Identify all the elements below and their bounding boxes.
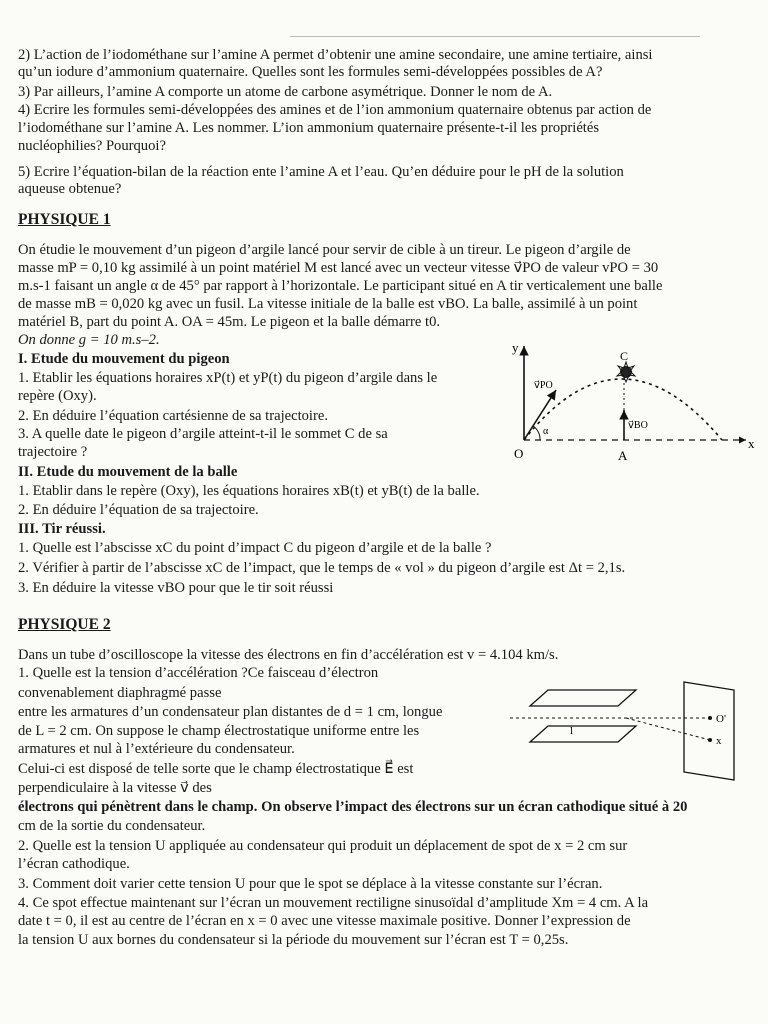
part-1-line-3: 2. En déduire l’équation cartésienne de sa trajectoire.: [18, 408, 328, 424]
label-O-prime: O': [716, 713, 726, 725]
phys2-line-1: Dans un tube d’oscilloscope la vitesse des électrons en fin d’accélération est v = 4.104 km/s.: [18, 647, 559, 663]
trajectory-curve: [524, 379, 722, 440]
phys1-given: On donne g = 10 m.s–2.: [18, 332, 160, 348]
phys1-intro-5: matériel B, part du point A. OA = 45m. Le pigeon et la balle démarre t0.: [18, 314, 441, 330]
label-x-screen: x: [716, 735, 722, 747]
part-3-title: III. Tir réussi.: [18, 521, 106, 537]
part-3-line-1: 1. Quelle est l’abscisse xC du point d’impact C du pigeon d’argile et de la balle ?: [18, 540, 492, 556]
chem-line-2: qu’un iodure d’ammonium quaternaire. Quelles sont les formules semi-développées possibles de A?: [18, 64, 603, 80]
physique-1-heading: PHYSIQUE 1: [18, 211, 111, 228]
trajectory-figure: [500, 330, 762, 470]
phys2-line-3: convenablement diaphragmé passe: [18, 685, 222, 701]
lower-plate: [530, 726, 636, 742]
part-2-line-1: 1. Etablir dans le repère (Oxy), les équations horaires xB(t) et yB(t) de la balle.: [18, 483, 480, 499]
phys2-line-15: date t = 0, il est au centre de l’écran en x = 0 avec une vitesse maximale positive. Donner l’expression de: [18, 913, 631, 929]
phys2-line-5: de L = 2 cm. On suppose le champ électrostatique uniforme entre les: [18, 723, 420, 739]
phys2-line-6: armatures et nul à l’extérieure du condensateur.: [18, 741, 295, 757]
phys1-intro-2: masse mP = 0,10 kg assimilé à un point matériel M est lancé avec un vecteur vitesse v⃗PO de valeur vPO = 30: [18, 260, 659, 276]
label-A: A: [618, 448, 628, 463]
chem-line-8: aqueuse obtenue?: [18, 181, 122, 197]
chem-line-1: 2) L’action de l’iodométhane sur l’amine A permet d’obtenir une amine secondaire, une amine tertiaire, ainsi: [18, 47, 653, 63]
chem-line-3: 3) Par ailleurs, l’amine A comporte un atome de carbone asymétrique. Donner le nom de A.: [18, 84, 553, 100]
phys2-line-12: l’écran cathodique.: [18, 856, 130, 872]
part-1-line-2: repère (Oxy).: [18, 388, 97, 404]
phys1-intro-1: On étudie le mouvement d’un pigeon d’argile lancé pour servir de cible à un tireur. Le pigeon d’argile de: [18, 242, 631, 258]
impact-point: [620, 366, 632, 378]
label-alpha: α: [543, 426, 549, 437]
phys2-line-8: perpendiculaire à la vitesse v⃗ des: [18, 780, 212, 796]
part-1-line-1: 1. Etablir les équations horaires xP(t) et yP(t) du pigeon d’argile dans le: [18, 370, 438, 386]
part-1-line-5: trajectoire ?: [18, 444, 88, 460]
vpo-vector: [524, 390, 556, 440]
label-x: x: [748, 436, 755, 451]
phys2-line-16: la tension U aux bornes du condensateur si la période du mouvement sur l’écran est T = 0,25s.: [18, 932, 569, 948]
upper-plate: [530, 690, 636, 706]
part-2-line-2: 2. En déduire l’équation de sa trajectoire.: [18, 502, 259, 518]
chem-line-7: 5) Ecrire l’équation-bilan de la réaction ente l’amine A et l’eau. Qu’en déduire pour le pH de la solution: [18, 164, 624, 180]
spot-center: [708, 716, 712, 720]
spot-deflected: [708, 738, 712, 742]
label-y: y: [512, 340, 519, 355]
part-3-line-3: 3. En déduire la vitesse vBO pour que le tir soit réussi: [18, 580, 334, 596]
deflected-beam: [626, 718, 710, 740]
phys2-line-11: 2. Quelle est la tension U appliquée au condensateur qui produit un déplacement de spot de x = 2 cm sur: [18, 838, 628, 854]
label-vpo: v⃗PO: [534, 380, 553, 391]
part-1-title: I. Etude du mouvement du pigeon: [18, 351, 230, 367]
phys1-intro-4: de masse mB = 0,020 kg avec un fusil. La vitesse initiale de la balle est vBO. La balle, assimilé à un point: [18, 296, 638, 312]
phys2-line-10: cm de la sortie du condensateur.: [18, 818, 206, 834]
phys2-line-9: électrons qui pénètrent dans le champ. On observe l’impact des électrons sur un écran cathodique situé à 20: [18, 799, 688, 815]
part-2-title: II. Etude du mouvement de la balle: [18, 464, 238, 480]
label-C: C: [620, 349, 629, 363]
chem-line-5: l’iodométhane sur l’amine A. Les nommer. L’ion ammonium quaternaire présente-t-il les propriétés: [18, 120, 600, 136]
label-O: O: [514, 446, 524, 461]
label-vbo: v⃗BO: [628, 420, 648, 431]
phys2-line-7: Celui-ci est disposé de telle sorte que le champ électrostatique E⃗ est: [18, 761, 414, 777]
chem-line-6: nucléophilies? Pourquoi?: [18, 138, 166, 154]
phys2-line-2: 1. Quelle est la tension d’accélération ?Ce faisceau d’électron: [18, 665, 379, 681]
phys2-line-4: entre les armatures d’un condensateur plan distantes de d = 1 cm, longue: [18, 704, 443, 720]
part-1-line-4: 3. A quelle date le pigeon d’argile atteint-t-il le sommet C de sa: [18, 426, 388, 442]
physique-2-heading: PHYSIQUE 2: [18, 616, 111, 633]
part-3-line-2: 2. Vérifier à partir de l’abscisse xC de l’impact, que le temps de « vol » du pigeon d’argile est Δt = 2,1s.: [18, 560, 626, 576]
phys1-intro-3: m.s-1 faisant un angle α de 45° par rapport à l’horizontale. Le participant situé en A tir verticalement une balle: [18, 278, 663, 294]
top-rule: [290, 36, 700, 37]
screen: [684, 682, 734, 780]
label-l: l: [570, 725, 574, 737]
oscilloscope-figure: [508, 676, 748, 786]
phys2-line-13: 3. Comment doit varier cette tension U pour que le spot se déplace à la vitesse constante sur l’écran.: [18, 876, 603, 892]
chem-line-4: 4) Ecrire les formules semi-développées des amines et de l’ion ammonium quaternaire obtenus par action de: [18, 102, 652, 118]
phys2-line-14: 4. Ce spot effectue maintenant sur l’écran un mouvement rectiligne sinusoïdal d’amplitude Xm = 4 cm. A la: [18, 895, 649, 911]
